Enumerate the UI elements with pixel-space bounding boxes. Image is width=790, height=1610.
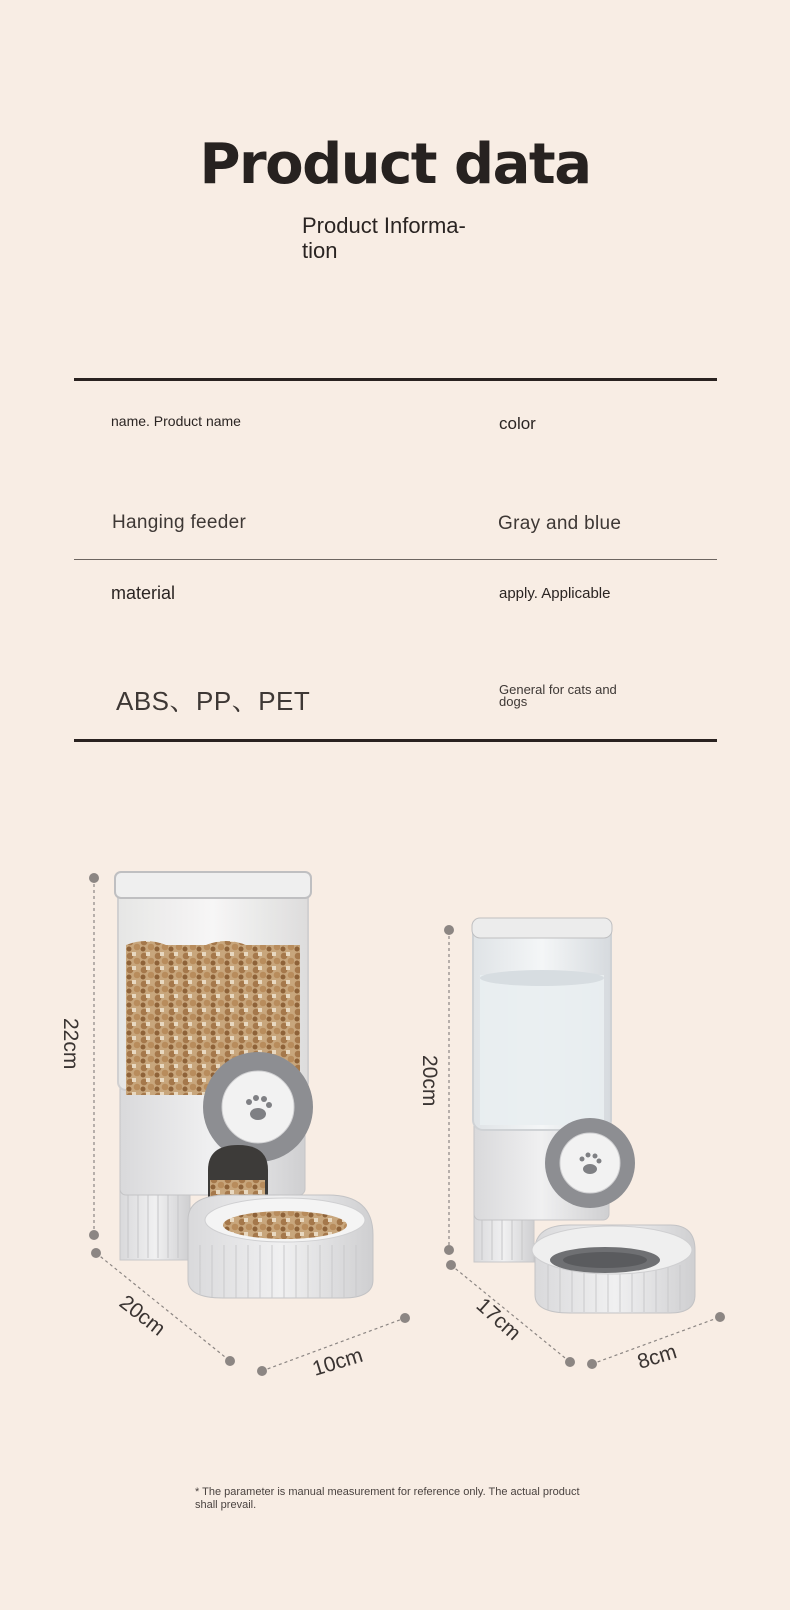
table-middle-rule	[74, 559, 717, 560]
water-width-label: 8cm	[634, 1340, 680, 1374]
name-label: name. Product name	[111, 413, 241, 429]
water-depth-label: 17cm	[471, 1293, 526, 1346]
apply-label: apply. Applicable	[499, 585, 611, 602]
food-width-label: 10cm	[309, 1343, 366, 1381]
name-value: Hanging feeder	[112, 512, 247, 533]
water-height-label: 20cm	[418, 1055, 441, 1107]
color-label: color	[499, 414, 536, 433]
food-feeder	[115, 872, 373, 1298]
page-subtitle: Product Informa-tion	[302, 213, 466, 263]
color-value: Gray and blue	[498, 513, 622, 534]
disclaimer-note: * The parameter is manual measurement for reference only. The actual product shall prevail.	[195, 1486, 580, 1511]
material-label: material	[111, 583, 176, 603]
apply-value: General for cats and dogs	[499, 682, 617, 709]
table-bottom-rule	[74, 739, 717, 742]
table-top-rule	[74, 378, 717, 381]
food-depth-label: 20cm	[114, 1290, 170, 1341]
food-height-label: 22cm	[59, 1018, 82, 1070]
water-feeder	[472, 918, 695, 1313]
product-dimension-illustration	[0, 850, 790, 1390]
page-title: Product data	[199, 132, 591, 197]
material-value: ABS、PP、PET	[116, 686, 311, 716]
